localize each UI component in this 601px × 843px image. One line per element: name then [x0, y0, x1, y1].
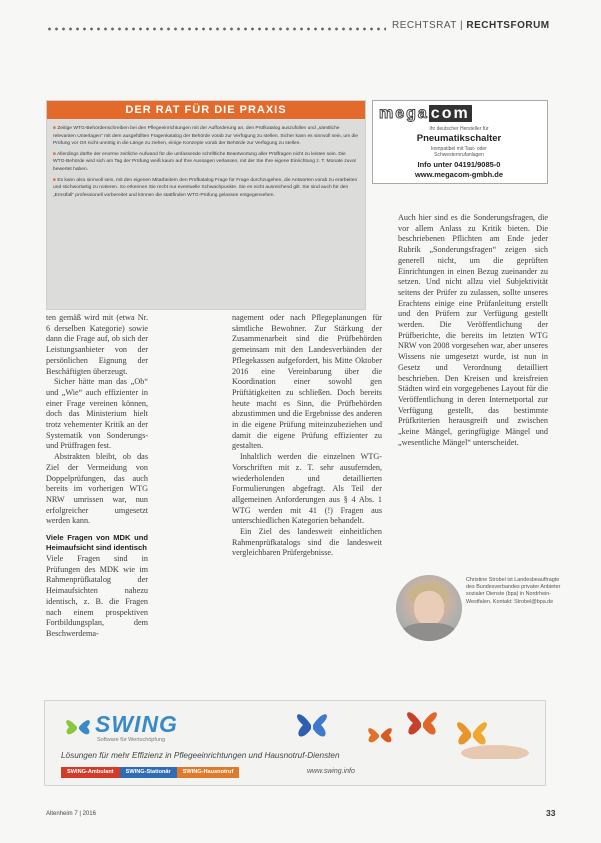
swing-tab-stationaer[interactable]: SWING-Stationär [120, 767, 177, 778]
article-column-2 [232, 313, 382, 559]
megacom-line1: Ihr deutscher Hersteller für [429, 126, 489, 132]
header-section: RECHTSRAT [392, 20, 457, 31]
paragraph: ten gemäß wird mit (etwa Nr. 6 derselben Kategorie) sowie dann die Frage auf, ob sich der Leistungsanbieter von der persönlichen Eignung der Beschäftigten überzeugt. [46, 313, 148, 376]
paragraph: Sicher hätte man das „Ob“ und „Wie“ auch effizienter in einer Frage vereinen können, doch das Ministerium hielt trotz vehementer Kritik an der Systematik von Sonderungs- und Prüffragen fest. [46, 377, 148, 451]
header-forum: RECHTSFORUM [466, 20, 550, 31]
megacom-logo: mega com [379, 105, 470, 122]
swing-tab-ambulant[interactable]: SWING-Ambulant [61, 767, 120, 778]
bullet-icon: ■ [53, 177, 58, 183]
megacom-ad[interactable] [372, 100, 548, 184]
swing-tab-hausnotruf[interactable]: SWING-Hausnotruf [177, 767, 240, 778]
header-dots [46, 26, 386, 32]
megacom-web[interactable]: www.megacom-gmbh.de [414, 170, 504, 179]
author-note: Christine Strobel ist Landesbeauftragte des Bundesverbandes privater Anbieter sozialer Dienste (bpa) in Nordrhein-Westfalen. Kontakt: Strobel@bpa.de [466, 577, 561, 605]
paragraph: Viele Fragen sind in Prüfungen des MDK wie im Rahmenprüfkatalog der Heimaufsichten nahezu identisch, z. B. die Fragen nach einem prospektiven Fortbildungsplan, dem Beschwerdema- [46, 554, 148, 638]
page-number: 33 [546, 808, 556, 818]
footer-issue: Altenheim 7 | 2016 [46, 811, 96, 817]
header-title: RECHTSRAT | RECHTSFORUM [392, 20, 550, 31]
swing-logo: SWING [95, 711, 178, 737]
megacom-line3: kompatibel mit Tast- oder [431, 146, 487, 152]
praxis-tip-box [46, 100, 366, 310]
paragraph: Ein Ziel des landesweit einheitlichen Rahmenprüfkatalogs sind die landesweit vergleichbaren Prüfergebnisse. [232, 527, 382, 558]
praxis-tip-bullet: ■ Es kann also sinnvoll sein, mit den eigenen Mitarbeitern den Prüfkatalog Frage für Frage durchzugehen, die Antworten vorab zu erarbeiten und stichwortartig zu notieren. So erkennen Sie recht nur eventuelle Schwachpunkte. Sie es nicht ausreichend gilt. Sie sind auch für den „Ernstfall“ professionell vorbereitet und können die stattfinden WTG-Prüfung gelassen entgegensehen. [53, 177, 358, 198]
swing-subtitle: Software für Wertschöpfung [97, 737, 166, 743]
swing-url[interactable]: www.swing.info [307, 768, 355, 775]
swing-ad[interactable] [44, 700, 546, 786]
article-column-1 [46, 313, 148, 640]
paragraph: nagement oder nach Pflegeplanungen für sämtliche Bewohner. Zur Stärkung der Zusammenarbeit sind die Prüfbehörden gemeinsam mit den Landesverbänden der Pflegekassen aufgefordert, bis Mitte Oktober 2016 eine Vereinbarung über die Koordination einer sowohl gen Prüftätigkeiten zu schließen. Doch bereits heute macht es Sinn, die Prüfbehörden abzustimmen und die Ergebnisse des anderen in die eigene Prüfung miteinzubeziehen und damit die eigene Prüfung effizienter zu gestalten. [232, 313, 382, 451]
swing-butterfly-logo-icon [63, 713, 93, 741]
praxis-tip-bullet: ■ Zeitige WTG-Behördenschreiben bei den Pflegeeinrichtungen mit der Aufforderung an, den Prüfkatalog auszufüllen und „sämtliche relevanten Unterlagen“ mit dem ausgefüllten Fragenkatalog der Behörde vorab zur Verfügung zu stellen. Sicher kann es sinnvoll sein, um die Prüfung vor Ort nicht unnötig in die Länge zu ziehen, einige Konzepte vorab der Behörde zur Verfügung zu stellen. [53, 126, 359, 147]
swing-product-tabs [61, 767, 239, 778]
author-photo [396, 575, 462, 641]
praxis-tip-title: DER RAT FÜR DIE PRAXIS [47, 101, 365, 119]
praxis-tip-body [53, 125, 359, 202]
paragraph: Auch hier sind es die Sonderungsfragen, die vor allem Anlass zu Kritik bieten. Die beschriebenen Pflichten am Ende jeder Rubrik „Sonderungsfragen“ zeigen sich generell nicht, um die geprüften Einrichtungen in einen Bezug zueinander zu setzen. Und nicht allzu viel Subjektivität seitens der Prüfer zu zulassen, sollte unseres Erachtens einige eine Prüfanleitung erstellt und den Prüfern zur Verfügung gestellt werden. Die Veröffentlichung der Prüfberichte, die bereits im letzten WTG NRW von 2008 vorgesehen war, aber unseres Wissens nie umgesetzt wurde, ist nun in Gesetz und Verordnung detailliert beschrieben. Den Kreisen und kreisfreien Städten wird ein vorgegebenes Layout für die Veröffentlichung in deren Internetportal zur Verfügung gestellt, das bestimmte Prüfkriterien herausgreift und zwischen „keine Mängel, geringfügige Mängel und „wesentliche Mängel“ unterscheidet. [398, 213, 548, 447]
megacom-product: Pneumatikschalter [416, 133, 502, 144]
swing-tagline: Lösungen für mehr Effizienz in Pflegeeinrichtungen und Hausnotruf-Diensten [61, 751, 340, 760]
praxis-tip-bullet: ■ Allerdings dürfte der enorme zeitliche Aufwand für die umfassende schriftliche Beantwortung aller Prüffragen nicht zu leisten sein. Die WTG-Behörde wird sich am Tag der Prüfung weiß kaum auf Ihre Aussagen verlassen, mit der Sie Ihre eigene Einrichtung z. T. Monate zuvor bewertet haben. [53, 151, 357, 172]
subheading: Viele Fragen von MDK und Heimaufsicht sind identisch [46, 533, 148, 553]
megacom-phone: Info unter 04191/9085-0 [417, 160, 501, 169]
article-column-3 [398, 213, 548, 448]
bullet-icon: ■ [53, 151, 58, 157]
bullet-icon: ■ [53, 126, 58, 131]
paragraph: Inhaltlich werden die einzelnen WTG-Vorschriften mit z. T. sehr ausufernden, wiederholenden und detaillierten Formulierungen abgefragt. Als Teil der allgemeinen Anforderungen aus § 4 Abs. 1 WTG werden mit 41 (!) Fragen aus unterschiedlichen Kategorien behandelt. [232, 452, 382, 526]
paragraph: Abstrakten bleibt, ob das Ziel der Vermeidung von Doppelprüfungen, das auch bereits im vorherigen WTG NRW umrissen war, nun erfolgreicher umgesetzt werden kann. [46, 452, 148, 526]
megacom-line4: Schwesternrufanlagen [434, 152, 484, 158]
